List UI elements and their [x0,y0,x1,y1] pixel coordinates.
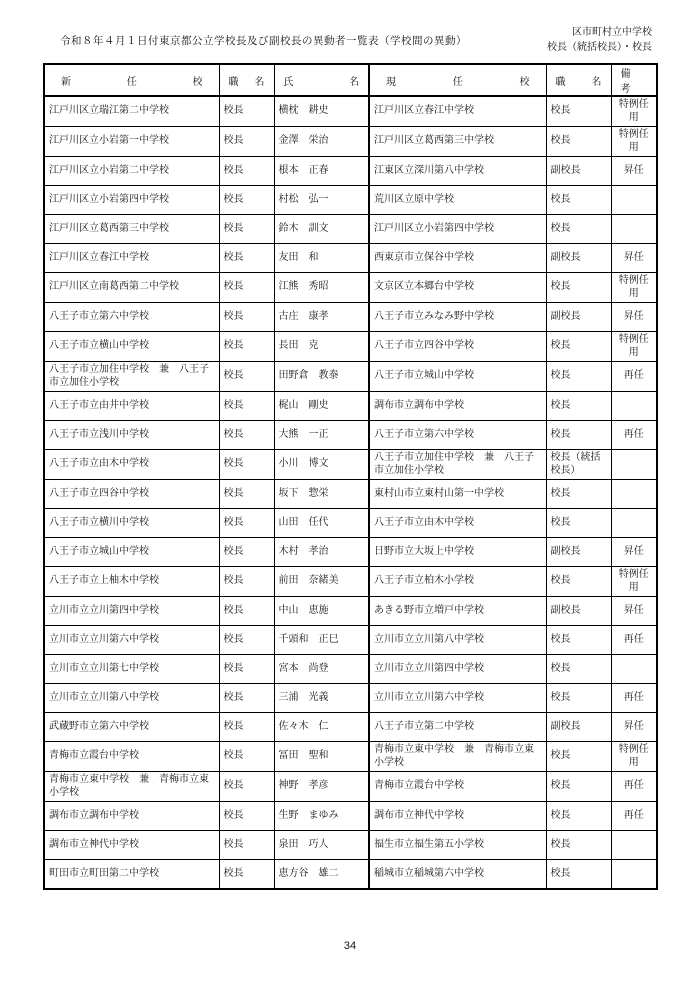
current-school-cell: 立川市立立川第八中学校 [369,626,546,655]
current-title-cell: 校長 [546,802,611,831]
column-header-current-title: 職 名 [546,64,611,96]
current-title-cell: 校長 [546,831,611,860]
current-school-cell: 八王子市立城山中学校 [369,362,546,392]
name-cell: 坂下 惣栄 [274,480,369,509]
name-cell: 三浦 光義 [274,684,369,713]
name-cell: 冨田 聖和 [274,742,369,772]
current-title-cell: 校長 [546,215,611,244]
new-title-cell: 校長 [219,567,274,597]
new-school-cell: 立川市立立川第七中学校 [44,655,219,684]
name-cell: 千頭和 正巳 [274,626,369,655]
new-school-cell: 江戸川区立小岩第一中学校 [44,127,219,157]
new-title-cell: 校長 [219,186,274,215]
table-row [44,509,657,538]
current-school-cell: 江戸川区立小岩第四中学校 [369,215,546,244]
table-row [44,713,657,742]
new-school-cell: 八王子市立上柚木中学校 [44,567,219,597]
table-row [44,480,657,509]
name-cell: 前田 奈緒美 [274,567,369,597]
table-row [44,186,657,215]
remark-cell: 特例任用 [611,127,657,157]
new-title-cell: 校長 [219,273,274,303]
table-row [44,538,657,567]
new-school-cell: 町田市立町田第二中学校 [44,860,219,889]
table-row [44,273,657,303]
current-title-cell: 校長 [546,509,611,538]
new-school-cell: 立川市立立川第六中学校 [44,626,219,655]
new-title-cell: 校長 [219,421,274,450]
new-school-cell: 八王子市立城山中学校 [44,538,219,567]
name-cell: 金澤 栄治 [274,127,369,157]
remark-cell: 特例任用 [611,742,657,772]
new-school-cell: 八王子市立横山中学校 [44,332,219,362]
current-school-cell: 調布市立神代中学校 [369,802,546,831]
remark-cell [611,450,657,480]
document-category [547,26,652,55]
table-header [44,64,657,96]
remark-cell: 再任 [611,421,657,450]
new-school-cell: 青梅市立霞台中学校 [44,742,219,772]
new-school-cell: 立川市立立川第八中学校 [44,684,219,713]
remark-cell [611,480,657,509]
current-school-cell: 稲城市立稲城第六中学校 [369,860,546,889]
remark-cell [611,215,657,244]
remark-cell: 昇任 [611,244,657,273]
table-header-row [44,64,657,96]
new-title-cell: 校長 [219,332,274,362]
current-school-cell: 福生市立福生第五小学校 [369,831,546,860]
new-title-cell: 校長 [219,157,274,186]
remark-cell: 特例任用 [611,96,657,127]
remark-cell: 再任 [611,362,657,392]
remark-cell: 特例任用 [611,567,657,597]
name-cell: 宮本 尚登 [274,655,369,684]
name-cell: 村松 弘一 [274,186,369,215]
current-school-cell: 八王子市立第二中学校 [369,713,546,742]
remark-cell [611,831,657,860]
current-school-cell: 八王子市立みなみ野中学校 [369,303,546,332]
current-school-cell: あきる野市立増戸中学校 [369,597,546,626]
new-school-cell: 八王子市立第六中学校 [44,303,219,332]
table-row [44,626,657,655]
new-title-cell: 校長 [219,831,274,860]
remark-cell: 昇任 [611,713,657,742]
current-title-cell: 校長 [546,860,611,889]
table-row [44,450,657,480]
new-school-cell: 八王子市立加住中学校 兼 八王子市立加住小学校 [44,362,219,392]
remark-cell: 再任 [611,772,657,802]
new-title-cell: 校長 [219,96,274,127]
table-row [44,244,657,273]
current-title-cell: 副校長 [546,244,611,273]
new-school-cell: 武蔵野市立第六中学校 [44,713,219,742]
table-body [44,96,657,889]
table-row [44,802,657,831]
current-title-cell: 副校長 [546,597,611,626]
table-row [44,392,657,421]
table-row [44,362,657,392]
name-cell: 神野 孝彦 [274,772,369,802]
name-cell: 大熊 一正 [274,421,369,450]
current-title-cell: 校長 [546,567,611,597]
new-title-cell: 校長 [219,303,274,332]
transfer-table-wrapper [43,63,700,890]
new-title-cell: 校長 [219,772,274,802]
column-header-name: 氏 名 [274,64,369,96]
current-title-cell: 副校長 [546,538,611,567]
new-school-cell: 江戸川区立葛西第三中学校 [44,215,219,244]
current-title-cell: 副校長 [546,157,611,186]
new-title-cell: 校長 [219,127,274,157]
column-header-new-school: 新 任 校 [44,64,219,96]
remark-cell [611,655,657,684]
new-title-cell: 校長 [219,626,274,655]
remark-cell: 昇任 [611,303,657,332]
current-school-cell: 八王子市立由木中学校 [369,509,546,538]
name-cell: 江熊 秀昭 [274,273,369,303]
new-school-cell: 八王子市立横川中学校 [44,509,219,538]
table-row [44,860,657,889]
current-school-cell: 江東区立深川第八中学校 [369,157,546,186]
current-school-cell: 調布市立調布中学校 [369,392,546,421]
table-row [44,772,657,802]
name-cell: 佐々木 仁 [274,713,369,742]
table-row [44,567,657,597]
remark-cell [611,186,657,215]
new-school-cell: 江戸川区立春江中学校 [44,244,219,273]
current-title-cell: 副校長 [546,713,611,742]
name-cell: 鈴木 訓文 [274,215,369,244]
name-cell: 恵方谷 雄二 [274,860,369,889]
name-cell: 田野倉 教泰 [274,362,369,392]
table-row [44,215,657,244]
current-school-cell: 八王子市立四谷中学校 [369,332,546,362]
new-school-cell: 八王子市立由木中学校 [44,450,219,480]
transfer-table [43,63,658,890]
remark-cell: 特例任用 [611,332,657,362]
current-title-cell: 校長 [546,332,611,362]
table-row [44,332,657,362]
name-cell: 古庄 康孝 [274,303,369,332]
current-school-cell: 青梅市立霞台中学校 [369,772,546,802]
remark-cell [611,392,657,421]
current-school-cell: 八王子市立柏木小学校 [369,567,546,597]
current-school-cell: 八王子市立第六中学校 [369,421,546,450]
current-school-cell: 八王子市立加住中学校 兼 八王子市立加住小学校 [369,450,546,480]
new-title-cell: 校長 [219,215,274,244]
new-title-cell: 校長 [219,362,274,392]
current-title-cell: 校長 [546,772,611,802]
current-school-cell: 文京区立本郷台中学校 [369,273,546,303]
current-title-cell: 校長 [546,392,611,421]
current-title-cell: 校長 [546,742,611,772]
remark-cell: 昇任 [611,597,657,626]
table-row [44,684,657,713]
new-title-cell: 校長 [219,684,274,713]
current-title-cell: 校長 [546,273,611,303]
table-row [44,421,657,450]
table-row [44,303,657,332]
new-title-cell: 校長 [219,538,274,567]
current-title-cell: 校長 [546,362,611,392]
current-title-cell: 副校長 [546,303,611,332]
current-title-cell: 校長 [546,655,611,684]
table-row [44,831,657,860]
remark-cell [611,509,657,538]
new-school-cell: 八王子市立四谷中学校 [44,480,219,509]
current-school-cell: 江戸川区立春江中学校 [369,96,546,127]
new-school-cell: 調布市立神代中学校 [44,831,219,860]
document-header [0,0,700,55]
remark-cell: 昇任 [611,157,657,186]
document-title: 令和８年４月１日付東京都公立学校長及び副校長の異動者一覧表（学校間の異動） [60,35,467,47]
table-row [44,597,657,626]
name-cell: 友田 和 [274,244,369,273]
table-row [44,157,657,186]
new-school-cell: 江戸川区立小岩第四中学校 [44,186,219,215]
name-cell: 山田 任代 [274,509,369,538]
current-title-cell: 校長 [546,127,611,157]
new-title-cell: 校長 [219,655,274,684]
table-row [44,742,657,772]
current-title-cell: 校長 [546,96,611,127]
new-school-cell: 八王子市立由井中学校 [44,392,219,421]
current-school-cell: 立川市立立川第四中学校 [369,655,546,684]
name-cell: 梶山 剛史 [274,392,369,421]
name-cell: 根本 正春 [274,157,369,186]
name-cell: 横枕 耕史 [274,96,369,127]
page-number: 34 [343,940,357,952]
new-school-cell: 青梅市立東中学校 兼 青梅市立東小学校 [44,772,219,802]
name-cell: 泉田 巧人 [274,831,369,860]
column-header-remark: 備 考 [611,64,657,96]
current-school-cell: 江戸川区立葛西第三中学校 [369,127,546,157]
name-cell: 木村 孝治 [274,538,369,567]
table-row [44,96,657,127]
table-row [44,655,657,684]
name-cell: 長田 克 [274,332,369,362]
new-school-cell: 八王子市立浅川中学校 [44,421,219,450]
new-title-cell: 校長 [219,597,274,626]
new-school-cell: 立川市立立川第四中学校 [44,597,219,626]
current-title-cell: 校長 [546,684,611,713]
new-school-cell: 調布市立調布中学校 [44,802,219,831]
current-title-cell: 校長 [546,626,611,655]
name-cell: 中山 恵施 [274,597,369,626]
new-school-cell: 江戸川区立瑞江第二中学校 [44,96,219,127]
table-row [44,127,657,157]
name-cell: 小川 博文 [274,450,369,480]
new-title-cell: 校長 [219,713,274,742]
new-title-cell: 校長 [219,392,274,421]
new-title-cell: 校長 [219,802,274,831]
remark-cell: 昇任 [611,538,657,567]
new-school-cell: 江戸川区立南葛西第二中学校 [44,273,219,303]
current-title-cell: 校長（統括校長） [546,450,611,480]
current-school-cell: 東村山市立東村山第一中学校 [369,480,546,509]
column-header-new-title: 職 名 [219,64,274,96]
current-school-cell: 青梅市立東中学校 兼 青梅市立東小学校 [369,742,546,772]
column-header-current-school: 現 任 校 [369,64,546,96]
remark-cell: 特例任用 [611,273,657,303]
new-title-cell: 校長 [219,860,274,889]
new-school-cell: 江戸川区立小岩第二中学校 [44,157,219,186]
category-position-type: 校長（統括校長）・校長 [547,41,652,53]
remark-cell [611,860,657,889]
current-school-cell: 日野市立大坂上中学校 [369,538,546,567]
current-school-cell: 立川市立立川第六中学校 [369,684,546,713]
current-title-cell: 校長 [546,480,611,509]
current-title-cell: 校長 [546,421,611,450]
remark-cell: 再任 [611,802,657,831]
category-school-type: 区市町村立中学校 [572,27,652,38]
new-title-cell: 校長 [219,509,274,538]
current-school-cell: 荒川区立原中学校 [369,186,546,215]
current-title-cell: 校長 [546,186,611,215]
remark-cell: 再任 [611,684,657,713]
current-school-cell: 西東京市立保谷中学校 [369,244,546,273]
new-title-cell: 校長 [219,244,274,273]
new-title-cell: 校長 [219,742,274,772]
new-title-cell: 校長 [219,450,274,480]
remark-cell: 再任 [611,626,657,655]
new-title-cell: 校長 [219,480,274,509]
name-cell: 生野 まゆみ [274,802,369,831]
